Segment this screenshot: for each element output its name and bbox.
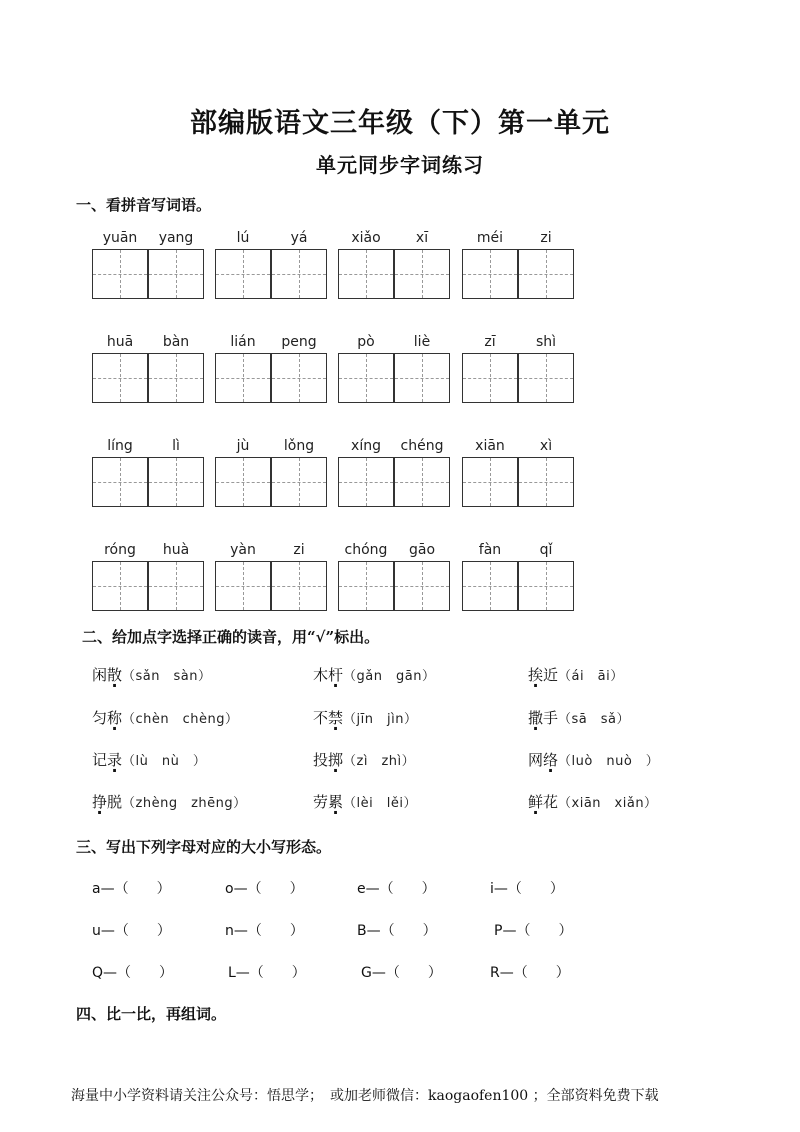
dotted-character: 称 (107, 709, 123, 727)
writing-box[interactable] (92, 353, 148, 403)
writing-box[interactable] (215, 249, 271, 299)
dotted-character: 络 (543, 751, 559, 769)
pinyin-label: chéng (400, 438, 444, 454)
letter-blank[interactable]: e—（ ） (357, 881, 436, 897)
pronunciation-options[interactable]: （sā sǎ） (558, 712, 631, 727)
word-suffix: 花 (543, 793, 559, 811)
pronunciation-item[interactable] (528, 791, 658, 812)
writing-box[interactable] (215, 561, 271, 611)
pinyin-label: yang (158, 230, 194, 246)
pronunciation-options[interactable]: （gǎn gān） (343, 669, 436, 684)
writing-box[interactable] (271, 561, 327, 611)
footer-note: 海量中小学资料请关注公众号：悟思学； 或加老师微信：kaogaofen100 ；全部资料免费下载 (71, 1088, 659, 1104)
letter-blank[interactable]: B—（ ） (357, 923, 437, 939)
writing-box[interactable] (338, 249, 394, 299)
pinyin-label: yàn (230, 542, 256, 558)
writing-box[interactable] (148, 249, 204, 299)
writing-box[interactable] (148, 561, 204, 611)
section4-heading: 四、比一比，再组词。 (76, 1005, 227, 1023)
pronunciation-item[interactable] (313, 749, 415, 770)
section3-heading: 三、写出下列字母对应的大小写形态。 (76, 838, 332, 856)
section2-heading: 二、给加点字选择正确的读音，用“√”标出。 (82, 628, 380, 646)
pronunciation-options[interactable]: （sǎn sàn） (122, 669, 212, 684)
pronunciation-item[interactable] (313, 707, 417, 728)
writing-box[interactable] (394, 561, 450, 611)
dotted-character: 鲜 (528, 793, 544, 811)
letter-blank[interactable]: R—（ ） (490, 965, 570, 981)
dotted-character: 禁 (328, 709, 344, 727)
writing-box[interactable] (148, 353, 204, 403)
writing-box[interactable] (462, 249, 518, 299)
writing-box[interactable] (92, 249, 148, 299)
pinyin-label: zi (540, 230, 552, 246)
pinyin-label: lián (230, 334, 256, 350)
pronunciation-options[interactable]: （ái āi） (558, 669, 624, 684)
pronunciation-item[interactable] (313, 664, 435, 685)
pronunciation-item[interactable] (528, 664, 624, 685)
pinyin-label: fàn (478, 542, 502, 558)
letter-blank[interactable]: u—（ ） (92, 923, 171, 939)
pronunciation-item[interactable] (528, 749, 659, 770)
pronunciation-item[interactable] (313, 791, 417, 812)
letter-blank[interactable]: G—（ ） (361, 965, 442, 981)
pinyin-label: zi (293, 542, 305, 558)
pinyin-label: liè (413, 334, 431, 350)
pronunciation-options[interactable]: （luò nuò ） (558, 754, 660, 769)
pinyin-label: lú (236, 230, 250, 246)
dotted-character: 挣 (92, 793, 108, 811)
word-suffix: 近 (543, 666, 559, 684)
writing-box[interactable] (271, 249, 327, 299)
writing-box[interactable] (215, 353, 271, 403)
writing-box[interactable] (518, 457, 574, 507)
pinyin-label: yuān (102, 230, 138, 246)
word-suffix: 脱 (107, 793, 123, 811)
pronunciation-options[interactable]: （jīn jìn） (343, 712, 418, 727)
pinyin-label: peng (281, 334, 317, 350)
word-prefix: 记 (92, 751, 108, 769)
section1-heading: 一、看拼音写词语。 (76, 196, 212, 214)
pronunciation-item[interactable] (92, 707, 239, 728)
pronunciation-options[interactable]: （chèn chèng） (122, 712, 239, 727)
word-prefix: 劳 (313, 793, 329, 811)
pinyin-label: xiǎo (351, 230, 381, 246)
writing-box[interactable] (518, 561, 574, 611)
writing-box[interactable] (394, 353, 450, 403)
pronunciation-options[interactable]: （lù nù ） (122, 754, 207, 769)
pronunciation-options[interactable]: （lèi lěi） (343, 796, 417, 811)
dotted-character: 累 (328, 793, 344, 811)
letter-blank[interactable]: P—（ ） (494, 923, 573, 939)
pronunciation-options[interactable]: （zhèng zhēng） (122, 796, 247, 811)
word-prefix: 匀 (92, 709, 108, 727)
pronunciation-options[interactable]: （zì zhì） (343, 754, 416, 769)
writing-box[interactable] (338, 561, 394, 611)
pinyin-label: yá (290, 230, 308, 246)
pinyin-label: shì (535, 334, 557, 350)
pinyin-label: xiān (475, 438, 505, 454)
dotted-character: 杆 (328, 666, 344, 684)
letter-blank[interactable]: a—（ ） (92, 881, 171, 897)
writing-box[interactable] (338, 457, 394, 507)
word-prefix: 网 (528, 751, 544, 769)
word-prefix: 木 (313, 666, 329, 684)
writing-box[interactable] (148, 457, 204, 507)
letter-blank[interactable]: L—（ ） (228, 965, 306, 981)
pinyin-label: huā (106, 334, 134, 350)
dotted-character: 撒 (528, 709, 544, 727)
letter-blank[interactable]: Q—（ ） (92, 965, 174, 981)
writing-box[interactable] (215, 457, 271, 507)
writing-box[interactable] (394, 249, 450, 299)
pronunciation-item[interactable] (528, 707, 630, 728)
writing-box[interactable] (462, 353, 518, 403)
pinyin-label: pò (357, 334, 375, 350)
pinyin-label: zī (484, 334, 496, 350)
pinyin-label: huà (162, 542, 190, 558)
letter-blank[interactable]: i—（ ） (490, 881, 564, 897)
writing-box[interactable] (92, 457, 148, 507)
pinyin-label: gāo (408, 542, 436, 558)
word-prefix: 闲 (92, 666, 108, 684)
writing-box[interactable] (271, 457, 327, 507)
pronunciation-options[interactable]: （xiān xiǎn） (558, 796, 658, 811)
dotted-character: 散 (107, 666, 123, 684)
pronunciation-item[interactable] (92, 664, 212, 685)
pinyin-label: lǒng (283, 438, 315, 454)
pinyin-label: bàn (162, 334, 190, 350)
dotted-character: 掷 (328, 751, 344, 769)
pinyin-label: róng (104, 542, 136, 558)
writing-box[interactable] (462, 457, 518, 507)
dotted-character: 录 (107, 751, 123, 769)
pronunciation-item[interactable] (92, 749, 206, 770)
writing-box[interactable] (271, 353, 327, 403)
pinyin-label: jù (236, 438, 250, 454)
word-prefix: 不 (313, 709, 329, 727)
pinyin-label: xíng (351, 438, 381, 454)
pinyin-label: líng (107, 438, 133, 454)
writing-box[interactable] (518, 353, 574, 403)
pronunciation-item[interactable] (92, 791, 247, 812)
writing-box[interactable] (394, 457, 450, 507)
pinyin-label: xī (415, 230, 429, 246)
pinyin-label: lì (172, 438, 180, 454)
letter-blank[interactable]: n—（ ） (225, 923, 304, 939)
page-subtitle: 单元同步字词练习 (316, 153, 484, 177)
dotted-character: 挨 (528, 666, 544, 684)
pinyin-label: chóng (344, 542, 388, 558)
writing-box[interactable] (338, 353, 394, 403)
letter-blank[interactable]: o—（ ） (225, 881, 304, 897)
writing-box[interactable] (462, 561, 518, 611)
pinyin-label: qǐ (539, 542, 553, 558)
word-prefix: 投 (313, 751, 329, 769)
pinyin-label: xì (539, 438, 553, 454)
writing-box[interactable] (518, 249, 574, 299)
writing-box[interactable] (92, 561, 148, 611)
word-suffix: 手 (543, 709, 559, 727)
pinyin-label: méi (476, 230, 504, 246)
page-title: 部编版语文三年级（下）第一单元 (190, 108, 610, 139)
